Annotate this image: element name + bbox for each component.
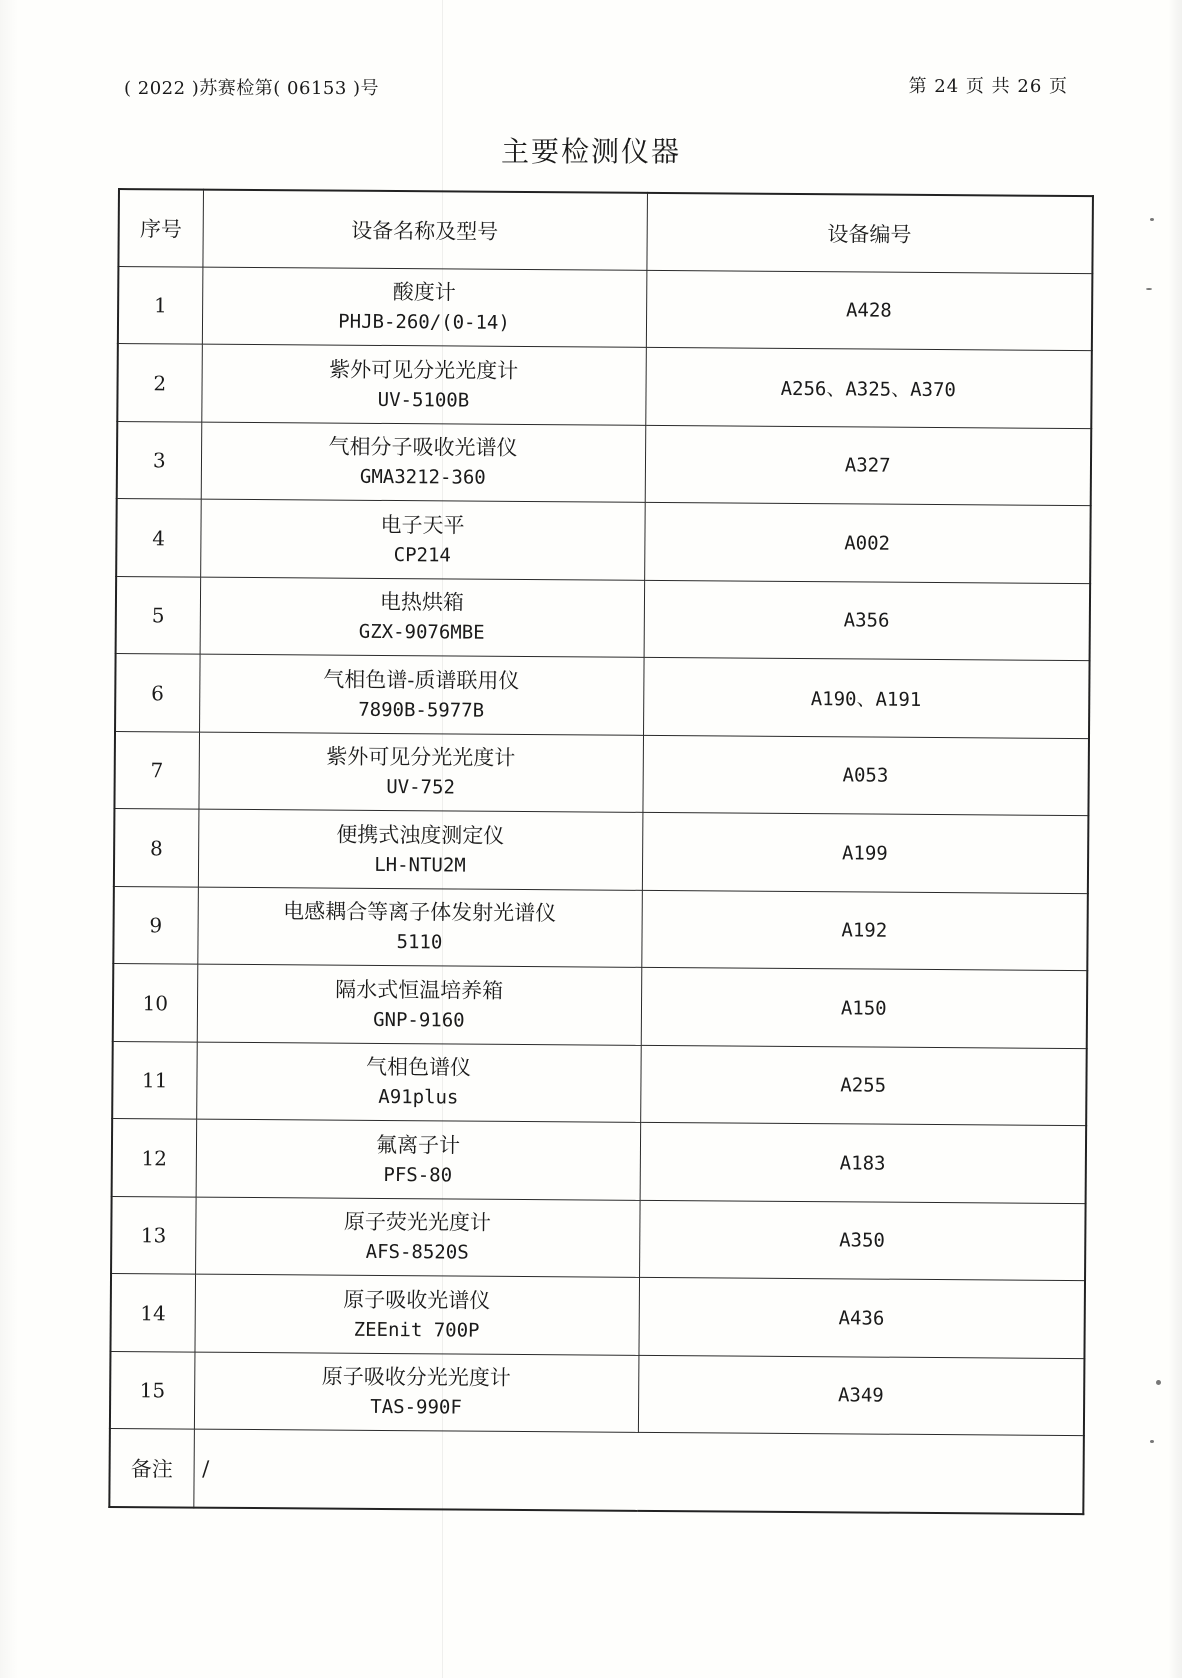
equipment-code: A150 [641,968,1088,1049]
equipment-model: GNP-9160 [373,1008,465,1032]
row-number: 7 [114,731,199,809]
table-row [113,886,1088,971]
equipment-model: PFS-80 [383,1163,453,1187]
equipment-name-model [202,267,647,348]
table-row [114,809,1089,894]
equipment-code: A192 [641,890,1088,971]
row-number: 10 [113,964,198,1042]
table-row [117,421,1092,506]
equipment-code: A255 [640,1045,1087,1126]
row-number: 4 [116,499,201,577]
equipment-code: A350 [639,1200,1086,1281]
equipment-model: GMA3212-360 [359,465,486,489]
equipment-code: A183 [640,1123,1087,1204]
equipment-code: A327 [645,425,1092,506]
header-code: 设备编号 [646,193,1093,274]
equipment-model: UV-752 [386,776,456,799]
equipment-model: PHJB-260/(0-14) [338,310,510,335]
table-header-row [118,189,1093,274]
equipment-name: 紫外可见分光光度计 [329,357,519,383]
row-number: 11 [112,1041,197,1119]
table-row [110,1351,1085,1436]
equipment-code: A190、A191 [643,658,1090,739]
equipment-name-model [199,655,644,736]
instrument-table [108,188,1094,1515]
table-row [116,576,1091,661]
remark-label: 备注 [109,1429,194,1508]
equipment-name-model [200,500,645,581]
equipment-name: 气相色谱-质谱联用仪 [323,667,520,693]
scan-speck [1156,1380,1161,1385]
equipment-name: 隔水式恒温培养箱 [335,977,504,1003]
table-row [112,1041,1087,1126]
scan-speck [1150,218,1154,221]
equipment-name-model [198,732,643,813]
scan-speck [1150,1440,1154,1443]
table-row [117,344,1092,429]
equipment-name: 电感耦合等离子体发射光谱仪 [283,899,557,926]
equipment-model: ZEEnit 700P [353,1318,480,1342]
equipment-name: 原子吸收光谱仪 [343,1287,491,1313]
equipment-name-model [197,887,642,968]
equipment-name-model [197,964,642,1045]
equipment-model: LH-NTU2M [374,853,466,877]
row-number: 12 [112,1119,197,1197]
scan-speck [1146,288,1152,290]
row-number: 15 [110,1351,195,1429]
equipment-code: A436 [638,1278,1085,1359]
row-number: 5 [116,576,201,654]
row-number: 8 [114,809,199,887]
equipment-model: 7890B-5977B [358,698,485,722]
equipment-name: 紫外可见分光光度计 [326,744,516,771]
table-row [112,1119,1087,1204]
table-row [113,964,1088,1049]
equipment-model: GZX-9076MBE [358,620,485,644]
table-row [111,1196,1086,1281]
equipment-model: UV-5100B [377,388,470,412]
equipment-code: A256、A325、A370 [645,348,1092,429]
report-number: ( 2022 )苏赛检第( 06153 )号 [124,78,380,99]
equipment-code: A356 [644,580,1091,661]
equipment-name: 氟离子计 [375,1132,461,1158]
equipment-name: 气相分子吸收光谱仪 [328,434,518,461]
equipment-name: 原子荧光光度计 [343,1209,492,1235]
equipment-model: AFS-8520S [365,1240,469,1264]
equipment-code: A002 [644,503,1091,584]
equipment-name: 便携式浊度测定仪 [336,822,505,848]
row-number: 3 [117,421,202,499]
equipment-model: CP214 [393,543,451,567]
equipment-name: 电热烘箱 [379,590,465,615]
equipment-name-model [198,809,643,890]
equipment-code: A199 [642,813,1089,894]
equipment-model: A91plus [378,1086,459,1109]
equipment-name-model [194,1274,639,1355]
row-number: 9 [113,886,198,964]
table-row [118,267,1093,352]
row-number: 6 [115,654,200,732]
equipment-name-model [194,1352,639,1433]
table-row [110,1274,1085,1359]
remark-value: / [193,1429,1084,1514]
remark-row [109,1429,1084,1514]
equipment-code: A053 [642,735,1089,816]
equipment-name: 电子天平 [380,512,465,538]
row-number: 2 [117,344,202,422]
equipment-name-model [201,422,646,503]
equipment-name-model [195,1197,640,1278]
equipment-code: A349 [638,1355,1085,1436]
row-number: 1 [118,267,203,345]
header-name-model: 设备名称及型号 [202,190,647,271]
equipment-code: A428 [646,270,1093,351]
equipment-model: 5110 [396,931,443,954]
equipment-name-model [196,1119,641,1200]
equipment-model: TAS-990F [370,1395,462,1419]
row-number: 14 [110,1274,195,1352]
equipment-name: 原子吸收分光光度计 [321,1364,511,1390]
page-info: 第 24 页 共 26 页 [908,76,1068,97]
equipment-name-model [201,345,646,426]
page-title: 主要检测仪器 [500,135,681,168]
equipment-name-model [200,577,645,658]
equipment-name-model [196,1042,641,1123]
table-row [115,654,1090,739]
equipment-name: 气相色谱仪 [365,1054,472,1080]
table-row [114,731,1089,816]
table-row [116,499,1091,584]
equipment-name: 酸度计 [392,280,456,305]
header-no: 序号 [118,189,203,267]
row-number: 13 [111,1196,196,1274]
